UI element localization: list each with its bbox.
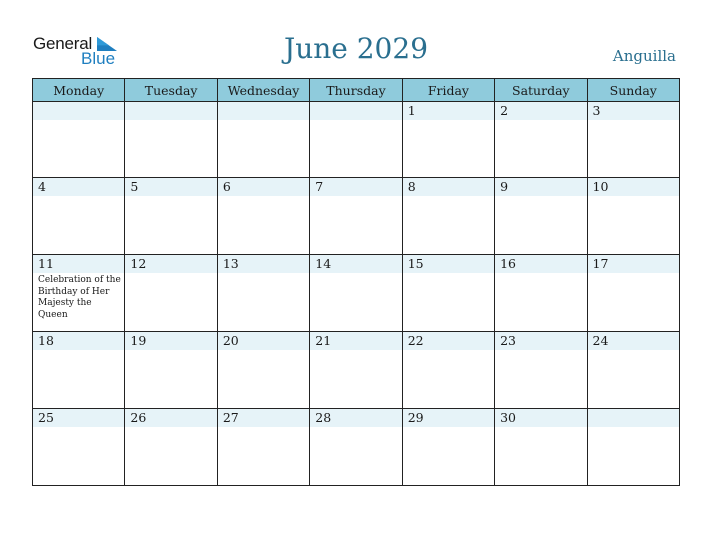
week-row [33,332,680,409]
day-cell [402,102,494,178]
day-cell [402,332,494,409]
day-number: 19 [125,332,216,350]
day-number: 2 [495,102,586,120]
day-cell [217,102,309,178]
day-number: 12 [125,255,216,273]
day-cell [125,409,217,486]
day-number: 18 [33,332,124,350]
day-number: 29 [403,409,494,427]
day-cell [402,409,494,486]
day-number: 28 [310,409,401,427]
day-cell [402,178,494,255]
day-cell [310,332,402,409]
weekday-saturday: Saturday [495,79,587,102]
day-cell [125,332,217,409]
day-cell [33,102,125,178]
day-number: 10 [588,178,679,196]
day-cell [495,332,587,409]
logo-text-general: General [33,34,93,53]
day-cell [310,178,402,255]
day-number: 13 [218,255,309,273]
day-cell [33,178,125,255]
day-cell [495,178,587,255]
day-cell [402,255,494,332]
day-cell [33,409,125,486]
weekday-monday: Monday [33,79,125,102]
logo-text-blue: Blue [81,49,116,68]
weekday-sunday: Sunday [587,79,679,102]
holiday-event: Celebration of the Birthday of Her Majesty the Queen [38,275,121,320]
day-number: 17 [588,255,679,273]
day-cell [587,332,679,409]
country-label: Anguilla [612,47,676,65]
weekday-wednesday: Wednesday [217,79,309,102]
day-cell [310,255,402,332]
day-number: 20 [218,332,309,350]
day-number [588,409,679,427]
week-row [33,178,680,255]
day-cell [587,102,679,178]
day-cell [217,332,309,409]
day-number: 3 [588,102,679,120]
day-number: 25 [33,409,124,427]
day-cell [587,255,679,332]
day-cell [495,255,587,332]
page-title: June 2029 [283,32,429,65]
day-number [310,102,401,120]
day-number: 9 [495,178,586,196]
day-number: 11 [33,255,124,273]
day-cell [33,255,125,332]
day-number: 30 [495,409,586,427]
day-cell [33,332,125,409]
day-number: 14 [310,255,401,273]
day-number: 6 [218,178,309,196]
day-number: 8 [403,178,494,196]
day-number [218,102,309,120]
day-number: 15 [403,255,494,273]
week-row [33,409,680,486]
day-cell [495,409,587,486]
day-cell [587,409,679,486]
day-number: 7 [310,178,401,196]
day-cell [310,102,402,178]
day-number: 1 [403,102,494,120]
weekday-friday: Friday [402,79,494,102]
calendar-grid [32,78,680,486]
day-cell [495,102,587,178]
day-number [33,102,124,120]
day-number: 4 [33,178,124,196]
weekday-tuesday: Tuesday [125,79,217,102]
day-cell [217,409,309,486]
day-number: 16 [495,255,586,273]
day-cell [125,255,217,332]
day-cell [217,255,309,332]
day-cell [125,178,217,255]
day-cell [217,178,309,255]
day-number: 21 [310,332,401,350]
week-row [33,255,680,332]
day-number: 22 [403,332,494,350]
weekday-thursday: Thursday [310,79,402,102]
day-number: 23 [495,332,586,350]
day-cell [125,102,217,178]
day-number [125,102,216,120]
day-number: 24 [588,332,679,350]
day-number: 5 [125,178,216,196]
weekday-header-row [33,79,680,102]
week-row [33,102,680,178]
day-cell [310,409,402,486]
day-cell [587,178,679,255]
day-number: 26 [125,409,216,427]
day-number: 27 [218,409,309,427]
